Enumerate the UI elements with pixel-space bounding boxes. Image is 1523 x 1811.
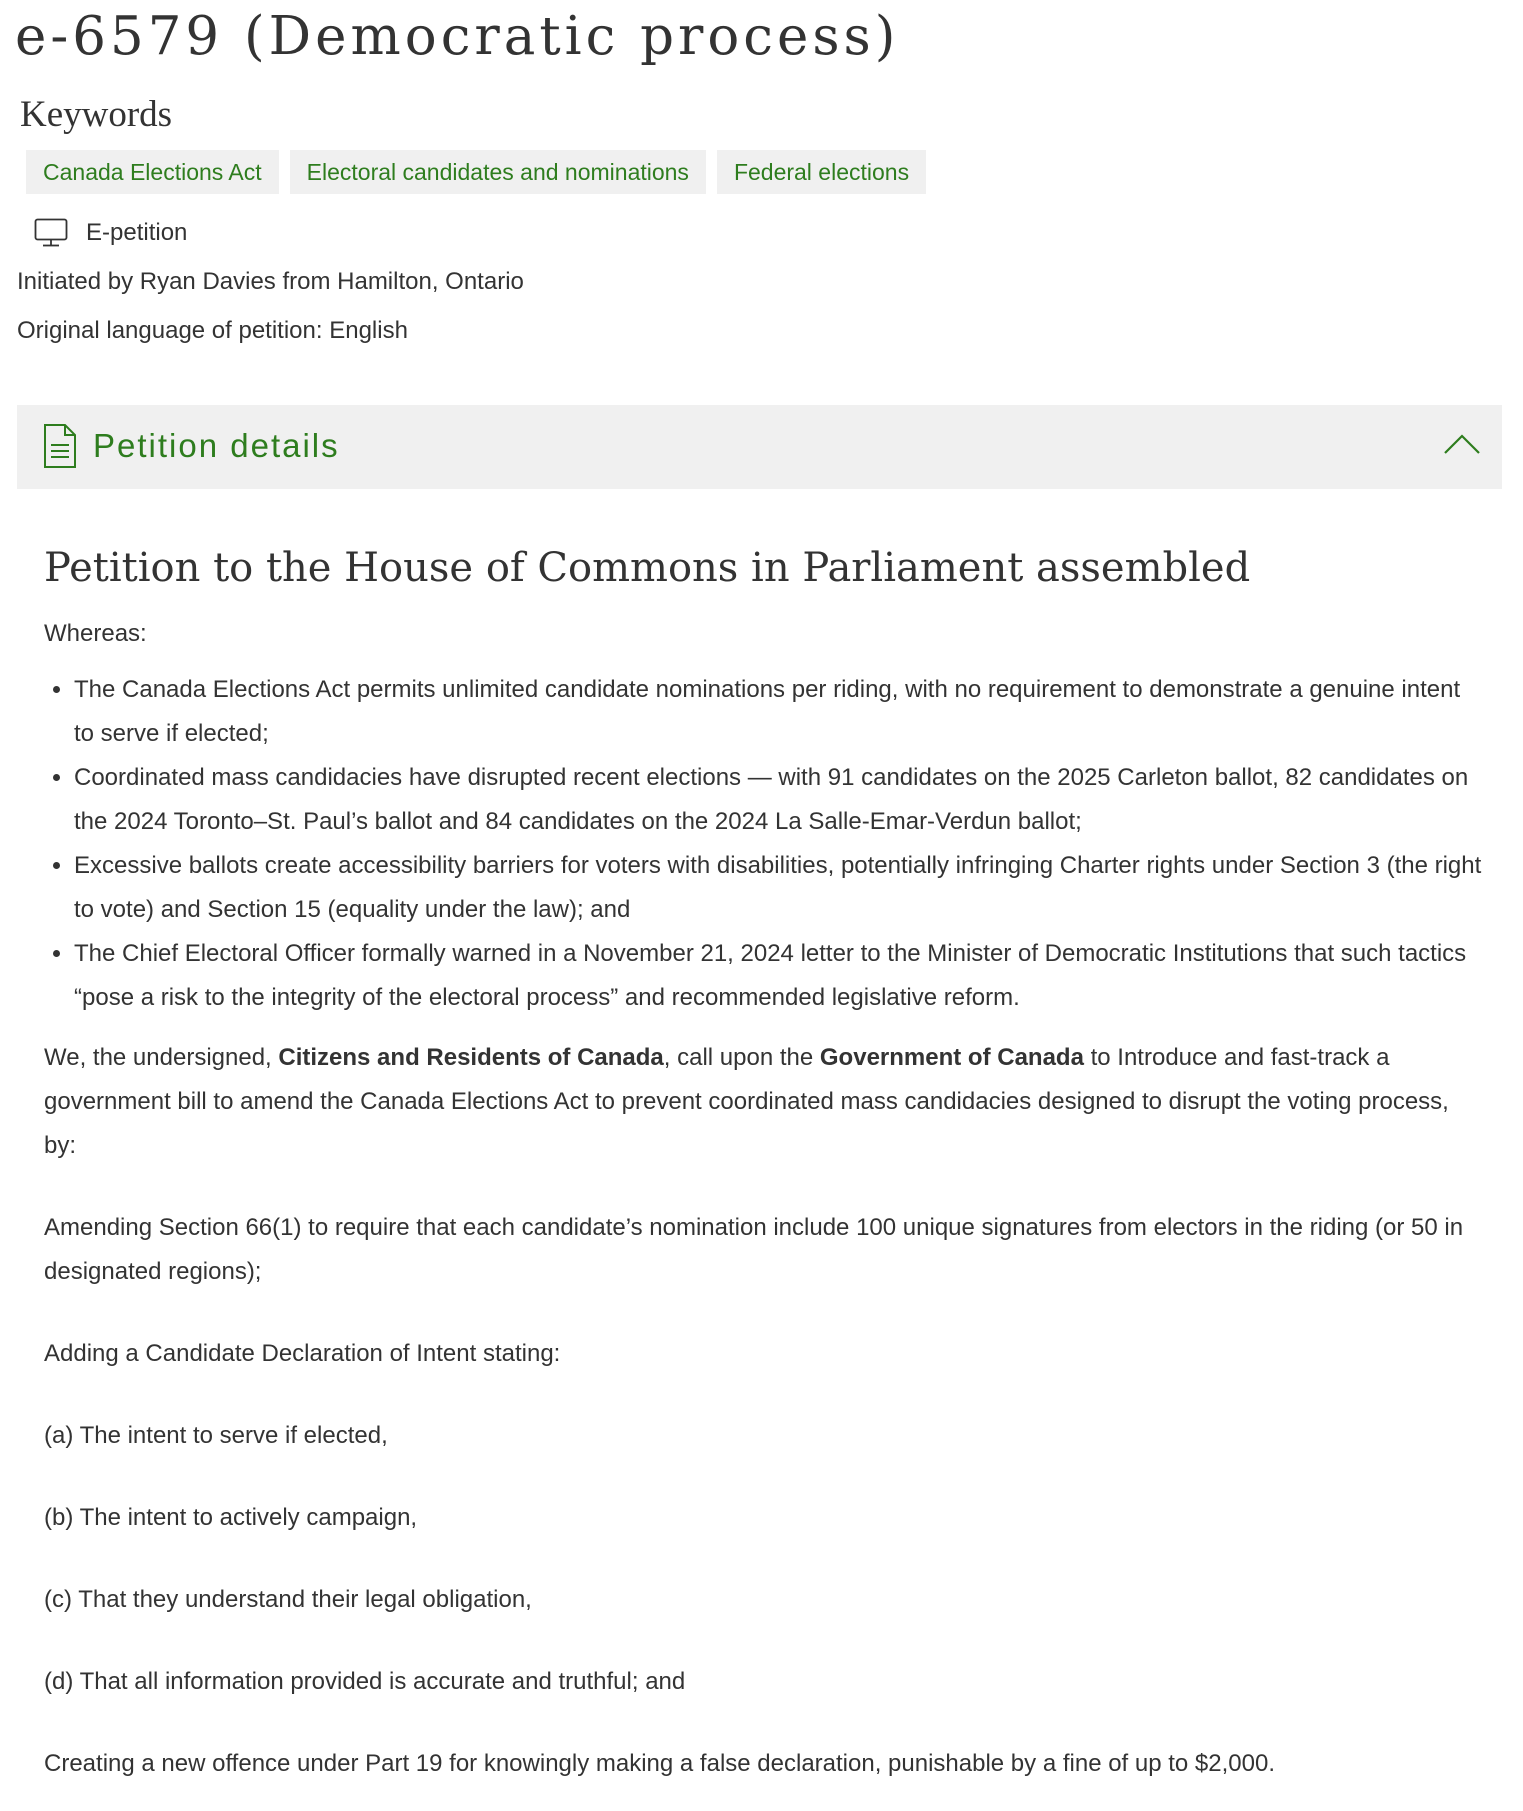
list-item: • The Canada Elections Act permits unlimited candidate nominations per riding, with no requirement to demonstrate a genuine intent to serve if elected;: [74, 668, 1484, 756]
prayer-text: to Introduce and fast-track a government bill to amend the Canada Elections Act to prevent coordinated mass candidacies designed to disrupt the voting process, by:: [44, 1044, 1449, 1159]
list-item: • Coordinated mass candidacies have disrupted recent elections — with 91 candidates on the 2025 Carleton ballot, 82 candidates on the 2024 Toronto–St. Paul’s ballot and 84 candidates on the 2024 La Salle-Emar-Verdun ballot;: [74, 756, 1484, 844]
chevron-up-icon[interactable]: [1442, 431, 1482, 457]
petition-heading: Petition to the House of Commons in Parliament assembled: [44, 545, 1251, 591]
paragraph-item-a: (a) The intent to serve if elected,: [44, 1422, 388, 1449]
page-title: e-6579 (Democratic process): [15, 6, 900, 67]
prayer-text: We, the undersigned,: [44, 1044, 279, 1071]
petition-details-toggle[interactable]: [17, 405, 1502, 489]
document-icon: [43, 423, 77, 469]
prayer-bold-citizens: Citizens and Residents of Canada: [278, 1044, 664, 1071]
paragraph-item-d: (d) That all information provided is accurate and truthful; and: [44, 1668, 686, 1695]
keyword-list: [26, 150, 926, 194]
petition-details-content: [44, 540, 1484, 1786]
whereas-label: Whereas:: [44, 620, 147, 647]
paragraph-offence: Creating a new offence under Part 19 for knowingly making a false declaration, punishable by a fine of up to $2,000.: [44, 1750, 1276, 1777]
list-item: • The Chief Electoral Officer formally warned in a November 21, 2024 letter to the Minister of Democratic Institutions that such tactics “pose a risk to the integrity of the electoral process” and recommended legislative reform.: [74, 932, 1484, 1020]
petition-type: [34, 218, 187, 248]
prayer-paragraph: [44, 1036, 1484, 1168]
keyword-tag-canada-elections-act[interactable]: Canada Elections Act: [26, 150, 279, 194]
petition-details-title: Petition details: [93, 427, 340, 464]
initiated-by: Initiated by Ryan Davies from Hamilton, Ontario: [17, 268, 524, 295]
keywords-heading: Keywords: [20, 94, 173, 135]
keyword-tag-federal-elections[interactable]: Federal elections: [717, 150, 926, 194]
keyword-tag-electoral-candidates[interactable]: Electoral candidates and nominations: [290, 150, 706, 194]
original-language: Original language of petition: English: [17, 317, 408, 344]
paragraph-declaration: Adding a Candidate Declaration of Intent stating:: [44, 1340, 561, 1367]
paragraph-item-c: (c) That they understand their legal obligation,: [44, 1586, 532, 1613]
whereas-list: [44, 668, 1484, 1020]
prayer-bold-government: Government of Canada: [819, 1044, 1084, 1071]
prayer-text: , call upon the: [663, 1044, 820, 1071]
list-item: • Excessive ballots create accessibility barriers for voters with disabilities, potentially infringing Charter rights under Section 3 (the right to vote) and Section 15 (equality under the law); and: [74, 844, 1484, 932]
monitor-icon: [34, 218, 68, 248]
paragraph-item-b: (b) The intent to actively campaign,: [44, 1504, 418, 1531]
paragraph-section-66: Amending Section 66(1) to require that each candidate’s nomination include 100 unique signatures from electors in the riding (or 50 in designated regions);: [44, 1214, 1464, 1285]
petition-type-label: E-petition: [86, 219, 188, 246]
